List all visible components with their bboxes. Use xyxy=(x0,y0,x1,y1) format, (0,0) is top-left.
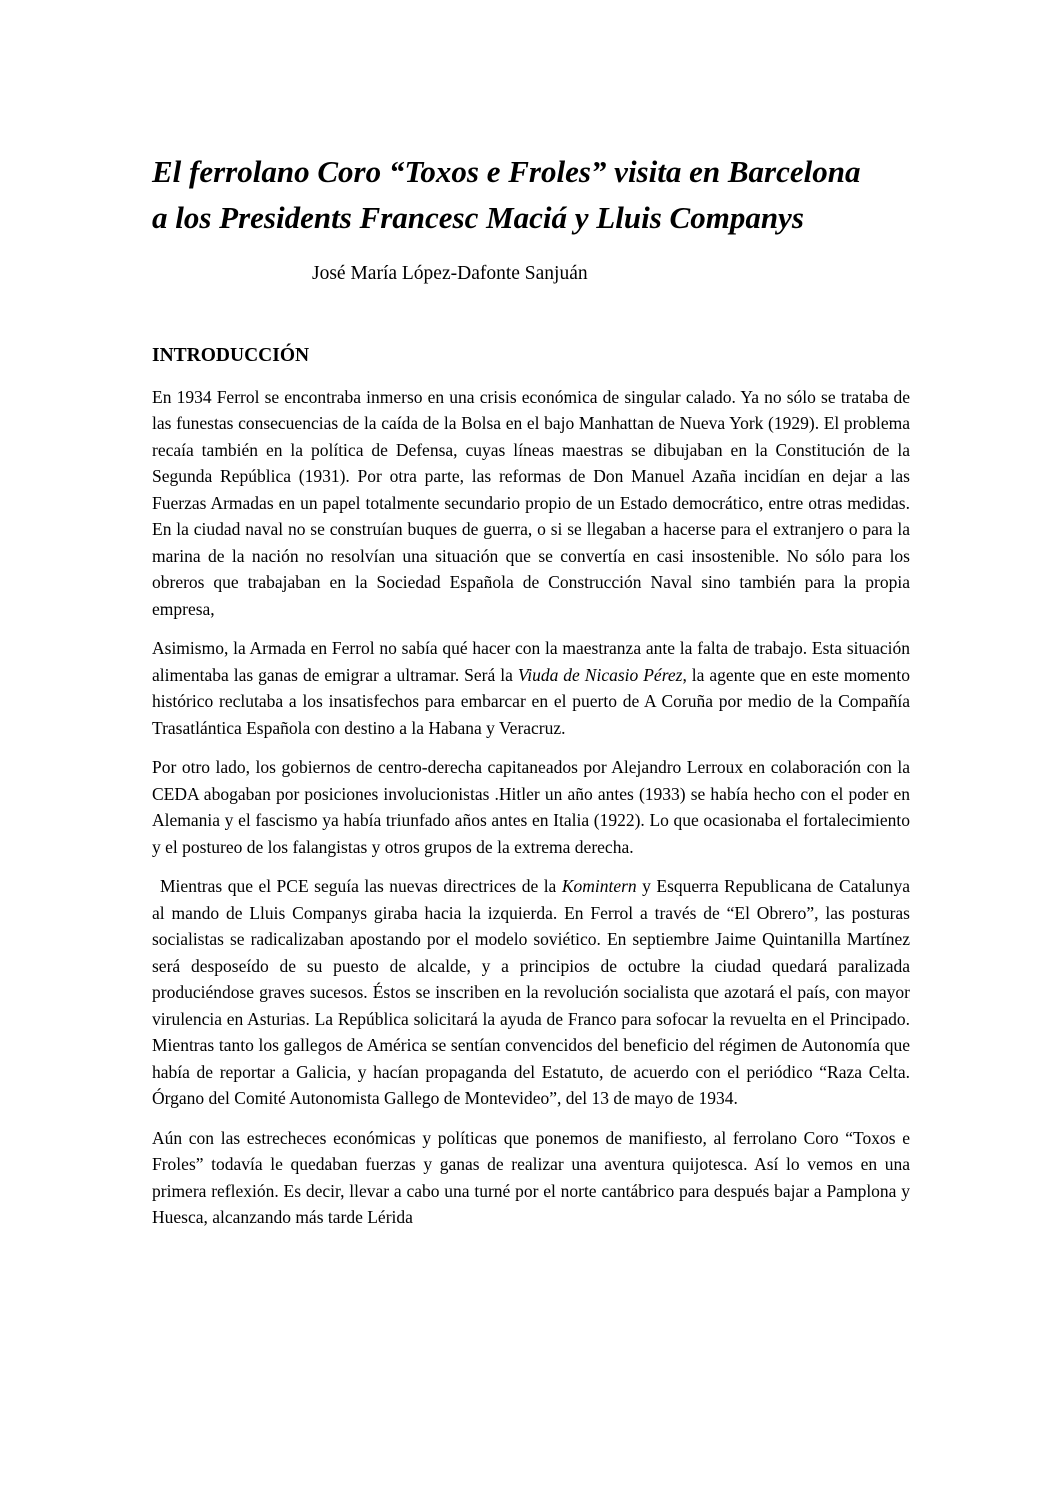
article-title xyxy=(152,149,910,241)
paragraph-text: , la agente que en este momento histórico reclutaba a los insatisfechos para embarcar en el puerto de A Coruña por medio de la Compañía Trasatlántica Española con destino a la Habana y Veracruz. xyxy=(152,664,910,738)
paragraph-text: Mientras que el PCE seguía las nuevas directrices de la xyxy=(160,876,562,897)
paragraph xyxy=(152,384,910,623)
paragraph-text-italic: Viuda de Nicasio Pérez xyxy=(517,664,683,685)
article-title-line-2: a los Presidents Francesc Maciá y Lluis Companys xyxy=(152,199,804,235)
author-byline: José María López-Dafonte Sanjuán xyxy=(312,262,588,284)
paragraph xyxy=(152,1125,910,1231)
section-heading-introduccion: INTRODUCCIÓN xyxy=(152,344,310,366)
paragraph-text: En 1934 Ferrol se encontraba inmerso en una crisis económica de singular calado. Ya no sólo se trataba de las funestas consecuencias de la caída de la Bolsa en el bajo Manhattan de Nueva York (1929). El problema recaía también en la política de Defensa, cuyas líneas maestras se dibujaban en la Constitución de la Segunda República (1931). Por otra parte, las reformas de Don Manuel Azaña incidían en dejar a las Fuerzas Armadas en un papel totalmente secundario propio de un Estado democrático, entre otras medidas. En la ciudad naval no se construían buques de guerra, o si se llegaban a hacerse para el extranjero o para la marina de la nación no resolvían una situación que se convertía en casi insostenible. No sólo para los obreros que trabajaban en la Sociedad Española de Construcción Naval sino también para la propia empresa, xyxy=(152,386,910,619)
paragraph-text: Asimismo, la Armada en Ferrol no sabía qué hacer con la maestranza ante la falta de trabajo. Esta situación alimentaba las ganas de emigrar a ultramar. Será la xyxy=(152,638,910,685)
article-title-line-1: El ferrolano Coro “Toxos e Froles” visita en Barcelona xyxy=(152,153,861,189)
paragraph-text: Por otro lado, los gobiernos de centro-derecha capitaneados por Alejandro Lerroux en colaboración con la CEDA abogaban por posiciones involucionistas .Hitler un año antes (1933) se había hecho con el poder en Alemania y el fascismo ya había triunfado años antes en Italia (1922). Lo que ocasionaba el fortalecimiento y el postureo de los falangistas y otros grupos de la extrema derecha. xyxy=(152,757,910,857)
paragraph-text: Aún con las estrecheces económicas y políticas que ponemos de manifiesto, al ferrolano Coro “Toxos e Froles” todavía le quedaban fuerzas y ganas de realizar una aventura quijotesca. Así lo vemos en una primera reflexión. Es decir, llevar a cabo una turné por el norte cantábrico para después bajar a Pamplona y Huesca, alcanzando más tarde Lérida xyxy=(152,1127,910,1228)
paragraph xyxy=(152,635,910,741)
paragraph xyxy=(152,873,910,1112)
paragraph xyxy=(152,754,910,860)
page-content xyxy=(152,128,910,1244)
article-body xyxy=(152,384,910,1231)
paragraph-text: y Esquerra Republicana de Catalunya al mando de Lluis Companys giraba hacia la izquierda. En Ferrol a través de “El Obrero”, las posturas socialistas se radicalizaban apostando por el modelo soviético. En septiembre Jaime Quintanilla Martínez será desposeído de su puesto de alcalde, y a principios de octubre la ciudad quedará paralizada produciéndose graves sucesos. Éstos se inscriben en la revolución socialista que azotará el país, con mayor virulencia en Asturias. La República solicitará la ayuda de Franco para sofocar la revuelta en el Principado. Mientras tanto los gallegos de América se sentían convencidos del beneficio del régimen de Autonomía que había de reportar a Galicia, y hacían propaganda del Estatuto, de acuerdo con el periódico “Raza Celta. Órgano del Comité Autonomista Gallego de Montevideo”, del 13 de mayo de 1934. xyxy=(152,876,910,1109)
paragraph-text-italic: Komintern xyxy=(561,876,637,897)
